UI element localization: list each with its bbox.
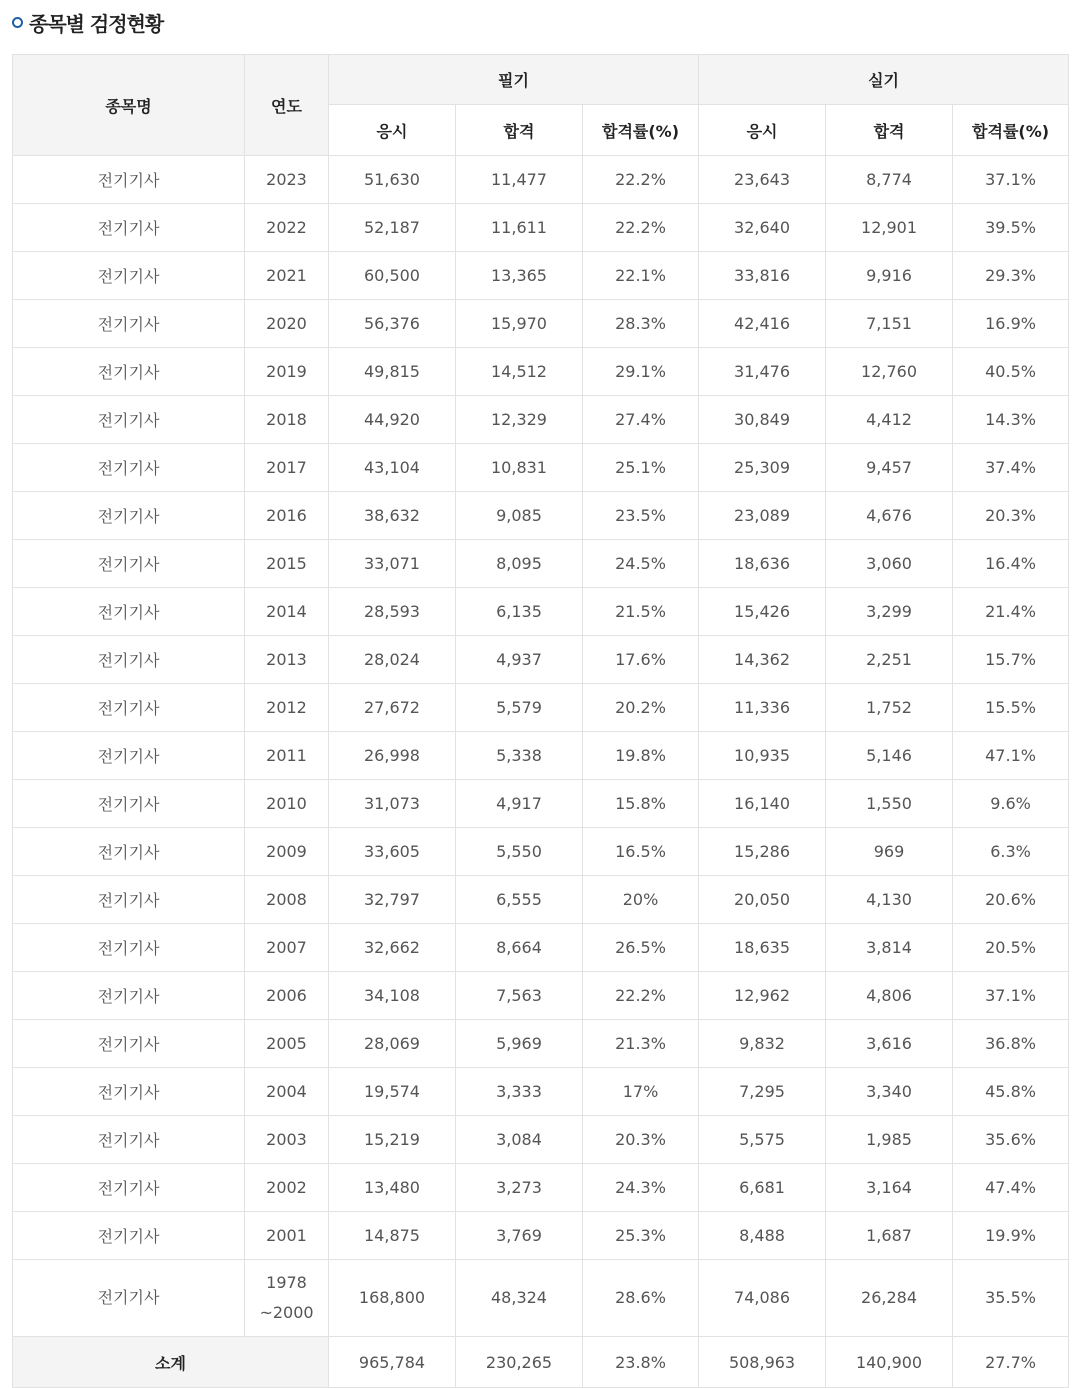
cell-written-applicants: 32,662 bbox=[329, 924, 456, 972]
cell-written-rate: 21.5% bbox=[583, 588, 699, 636]
cell-year: 1978 ~2000 bbox=[245, 1260, 329, 1337]
header-written-applicants: 응시 bbox=[329, 105, 456, 156]
cell-year: 2004 bbox=[245, 1068, 329, 1116]
total-label: 소계 bbox=[13, 1337, 329, 1388]
cell-year: 2021 bbox=[245, 252, 329, 300]
cell-practical-passed: 4,412 bbox=[826, 396, 953, 444]
table-row bbox=[13, 1164, 1069, 1212]
table-row bbox=[13, 1068, 1069, 1116]
cell-practical-passed: 12,901 bbox=[826, 204, 953, 252]
cell-written-rate: 22.2% bbox=[583, 972, 699, 1020]
cell-practical-passed: 9,916 bbox=[826, 252, 953, 300]
cell-practical-applicants: 8,488 bbox=[699, 1212, 826, 1260]
table-row bbox=[13, 1212, 1069, 1260]
table-body bbox=[13, 156, 1069, 1337]
cell-written-applicants: 52,187 bbox=[329, 204, 456, 252]
section-title-text: 종목별 검정현황 bbox=[29, 12, 164, 36]
cell-practical-applicants: 14,362 bbox=[699, 636, 826, 684]
cell-written-passed: 13,365 bbox=[456, 252, 583, 300]
cell-name: 전기기사 bbox=[13, 1068, 245, 1116]
total-cell: 23.8% bbox=[583, 1337, 699, 1388]
header-year: 연도 bbox=[245, 55, 329, 156]
cell-year: 2006 bbox=[245, 972, 329, 1020]
cell-practical-passed: 3,340 bbox=[826, 1068, 953, 1116]
cell-practical-passed: 26,284 bbox=[826, 1260, 953, 1337]
cell-written-passed: 3,273 bbox=[456, 1164, 583, 1212]
total-cell: 27.7% bbox=[953, 1337, 1069, 1388]
cell-year: 2010 bbox=[245, 780, 329, 828]
cell-year: 2019 bbox=[245, 348, 329, 396]
cell-practical-rate: 16.4% bbox=[953, 540, 1069, 588]
cell-year: 2011 bbox=[245, 732, 329, 780]
table-row bbox=[13, 444, 1069, 492]
cell-written-applicants: 32,797 bbox=[329, 876, 456, 924]
cell-written-applicants: 33,071 bbox=[329, 540, 456, 588]
cell-practical-passed: 3,164 bbox=[826, 1164, 953, 1212]
cell-practical-rate: 15.5% bbox=[953, 684, 1069, 732]
total-cell: 508,963 bbox=[699, 1337, 826, 1388]
cell-practical-rate: 37.4% bbox=[953, 444, 1069, 492]
table-row bbox=[13, 348, 1069, 396]
cell-written-applicants: 51,630 bbox=[329, 156, 456, 204]
cell-year: 2012 bbox=[245, 684, 329, 732]
cell-written-rate: 28.6% bbox=[583, 1260, 699, 1337]
table-row bbox=[13, 492, 1069, 540]
cell-year: 2002 bbox=[245, 1164, 329, 1212]
cell-practical-applicants: 16,140 bbox=[699, 780, 826, 828]
cell-practical-rate: 35.6% bbox=[953, 1116, 1069, 1164]
table-row bbox=[13, 636, 1069, 684]
cell-practical-rate: 47.1% bbox=[953, 732, 1069, 780]
cell-practical-passed: 12,760 bbox=[826, 348, 953, 396]
cell-practical-applicants: 12,962 bbox=[699, 972, 826, 1020]
cell-written-passed: 10,831 bbox=[456, 444, 583, 492]
table-row bbox=[13, 876, 1069, 924]
table-row bbox=[13, 780, 1069, 828]
cell-written-rate: 20.3% bbox=[583, 1116, 699, 1164]
cell-practical-passed: 4,806 bbox=[826, 972, 953, 1020]
header-written-passed: 합격 bbox=[456, 105, 583, 156]
cell-written-passed: 8,095 bbox=[456, 540, 583, 588]
table-row bbox=[13, 1020, 1069, 1068]
cell-practical-rate: 29.3% bbox=[953, 252, 1069, 300]
cell-written-rate: 23.5% bbox=[583, 492, 699, 540]
cell-written-applicants: 38,632 bbox=[329, 492, 456, 540]
table-row bbox=[13, 156, 1069, 204]
cell-written-applicants: 28,024 bbox=[329, 636, 456, 684]
cell-name: 전기기사 bbox=[13, 1212, 245, 1260]
cell-written-applicants: 168,800 bbox=[329, 1260, 456, 1337]
cell-practical-applicants: 32,640 bbox=[699, 204, 826, 252]
table-row bbox=[13, 252, 1069, 300]
cell-name: 전기기사 bbox=[13, 1164, 245, 1212]
cell-name: 전기기사 bbox=[13, 204, 245, 252]
cell-written-passed: 7,563 bbox=[456, 972, 583, 1020]
cell-written-rate: 28.3% bbox=[583, 300, 699, 348]
cell-year: 2015 bbox=[245, 540, 329, 588]
cell-practical-rate: 6.3% bbox=[953, 828, 1069, 876]
cell-written-applicants: 44,920 bbox=[329, 396, 456, 444]
table-row bbox=[13, 828, 1069, 876]
table-row bbox=[13, 396, 1069, 444]
cell-written-applicants: 13,480 bbox=[329, 1164, 456, 1212]
cell-practical-rate: 36.8% bbox=[953, 1020, 1069, 1068]
cell-year: 2014 bbox=[245, 588, 329, 636]
cell-practical-applicants: 33,816 bbox=[699, 252, 826, 300]
cell-written-passed: 12,329 bbox=[456, 396, 583, 444]
cell-year: 2016 bbox=[245, 492, 329, 540]
table-row bbox=[13, 204, 1069, 252]
header-written: 필기 bbox=[329, 55, 699, 105]
cell-name: 전기기사 bbox=[13, 828, 245, 876]
header-practical-applicants: 응시 bbox=[699, 105, 826, 156]
cell-written-passed: 11,477 bbox=[456, 156, 583, 204]
cell-year: 2008 bbox=[245, 876, 329, 924]
cell-practical-rate: 20.3% bbox=[953, 492, 1069, 540]
cell-practical-passed: 2,251 bbox=[826, 636, 953, 684]
header-written-rate: 합격률(%) bbox=[583, 105, 699, 156]
cell-practical-rate: 14.3% bbox=[953, 396, 1069, 444]
cell-written-rate: 20% bbox=[583, 876, 699, 924]
cell-year: 2017 bbox=[245, 444, 329, 492]
cell-written-rate: 22.2% bbox=[583, 204, 699, 252]
cell-written-applicants: 34,108 bbox=[329, 972, 456, 1020]
cell-written-rate: 26.5% bbox=[583, 924, 699, 972]
table-row bbox=[13, 924, 1069, 972]
cell-name: 전기기사 bbox=[13, 972, 245, 1020]
cell-name: 전기기사 bbox=[13, 636, 245, 684]
cell-name: 전기기사 bbox=[13, 732, 245, 780]
cell-practical-applicants: 5,575 bbox=[699, 1116, 826, 1164]
cell-written-passed: 5,579 bbox=[456, 684, 583, 732]
total-cell: 230,265 bbox=[456, 1337, 583, 1388]
cell-practical-applicants: 42,416 bbox=[699, 300, 826, 348]
cell-practical-applicants: 18,635 bbox=[699, 924, 826, 972]
cell-practical-applicants: 11,336 bbox=[699, 684, 826, 732]
cell-practical-rate: 16.9% bbox=[953, 300, 1069, 348]
cell-written-rate: 15.8% bbox=[583, 780, 699, 828]
header-practical-rate: 합격률(%) bbox=[953, 105, 1069, 156]
cell-name: 전기기사 bbox=[13, 1260, 245, 1337]
cell-practical-passed: 9,457 bbox=[826, 444, 953, 492]
total-cell: 965,784 bbox=[329, 1337, 456, 1388]
cell-practical-applicants: 15,426 bbox=[699, 588, 826, 636]
cell-written-passed: 5,550 bbox=[456, 828, 583, 876]
cell-practical-passed: 7,151 bbox=[826, 300, 953, 348]
cell-practical-passed: 5,146 bbox=[826, 732, 953, 780]
cell-name: 전기기사 bbox=[13, 444, 245, 492]
cell-practical-rate: 40.5% bbox=[953, 348, 1069, 396]
cell-year: 2003 bbox=[245, 1116, 329, 1164]
cell-written-rate: 20.2% bbox=[583, 684, 699, 732]
cell-year: 2020 bbox=[245, 300, 329, 348]
total-row bbox=[13, 1337, 1069, 1388]
table-row bbox=[13, 540, 1069, 588]
cell-written-applicants: 28,593 bbox=[329, 588, 456, 636]
cell-written-rate: 22.2% bbox=[583, 156, 699, 204]
cell-name: 전기기사 bbox=[13, 300, 245, 348]
cell-name: 전기기사 bbox=[13, 684, 245, 732]
cell-written-applicants: 28,069 bbox=[329, 1020, 456, 1068]
cell-practical-passed: 4,676 bbox=[826, 492, 953, 540]
cell-year: 2005 bbox=[245, 1020, 329, 1068]
cell-year: 2022 bbox=[245, 204, 329, 252]
cell-written-passed: 6,555 bbox=[456, 876, 583, 924]
cell-written-applicants: 15,219 bbox=[329, 1116, 456, 1164]
cell-practical-passed: 969 bbox=[826, 828, 953, 876]
table-row bbox=[13, 1116, 1069, 1164]
cell-name: 전기기사 bbox=[13, 588, 245, 636]
cell-written-rate: 17.6% bbox=[583, 636, 699, 684]
cell-written-rate: 17% bbox=[583, 1068, 699, 1116]
cell-practical-rate: 45.8% bbox=[953, 1068, 1069, 1116]
cell-written-applicants: 33,605 bbox=[329, 828, 456, 876]
cell-written-passed: 4,937 bbox=[456, 636, 583, 684]
cell-practical-rate: 21.4% bbox=[953, 588, 1069, 636]
cell-practical-applicants: 30,849 bbox=[699, 396, 826, 444]
cell-written-passed: 3,769 bbox=[456, 1212, 583, 1260]
cell-written-applicants: 56,376 bbox=[329, 300, 456, 348]
cell-practical-rate: 35.5% bbox=[953, 1260, 1069, 1337]
table-row bbox=[13, 972, 1069, 1020]
cell-practical-applicants: 74,086 bbox=[699, 1260, 826, 1337]
cell-name: 전기기사 bbox=[13, 492, 245, 540]
cell-written-passed: 3,084 bbox=[456, 1116, 583, 1164]
cell-name: 전기기사 bbox=[13, 540, 245, 588]
cell-practical-applicants: 9,832 bbox=[699, 1020, 826, 1068]
cell-practical-applicants: 18,636 bbox=[699, 540, 826, 588]
table-row bbox=[13, 732, 1069, 780]
cell-practical-applicants: 20,050 bbox=[699, 876, 826, 924]
cell-written-passed: 6,135 bbox=[456, 588, 583, 636]
cell-practical-rate: 20.6% bbox=[953, 876, 1069, 924]
cell-practical-passed: 3,814 bbox=[826, 924, 953, 972]
total-cell: 140,900 bbox=[826, 1337, 953, 1388]
cell-written-passed: 8,664 bbox=[456, 924, 583, 972]
cell-written-passed: 15,970 bbox=[456, 300, 583, 348]
cell-written-passed: 3,333 bbox=[456, 1068, 583, 1116]
cell-practical-passed: 1,550 bbox=[826, 780, 953, 828]
cell-written-rate: 25.3% bbox=[583, 1212, 699, 1260]
cell-written-rate: 24.5% bbox=[583, 540, 699, 588]
cell-written-applicants: 49,815 bbox=[329, 348, 456, 396]
cell-name: 전기기사 bbox=[13, 396, 245, 444]
cell-name: 전기기사 bbox=[13, 1020, 245, 1068]
cell-practical-passed: 8,774 bbox=[826, 156, 953, 204]
bullet-icon bbox=[12, 17, 23, 28]
cell-practical-rate: 15.7% bbox=[953, 636, 1069, 684]
cell-practical-applicants: 25,309 bbox=[699, 444, 826, 492]
cell-practical-rate: 47.4% bbox=[953, 1164, 1069, 1212]
table-row bbox=[13, 684, 1069, 732]
cell-year: 2013 bbox=[245, 636, 329, 684]
header-practical: 실기 bbox=[699, 55, 1069, 105]
cell-practical-passed: 3,060 bbox=[826, 540, 953, 588]
cell-practical-rate: 39.5% bbox=[953, 204, 1069, 252]
table-row bbox=[13, 588, 1069, 636]
cell-written-rate: 27.4% bbox=[583, 396, 699, 444]
cell-name: 전기기사 bbox=[13, 348, 245, 396]
cell-name: 전기기사 bbox=[13, 924, 245, 972]
cell-practical-rate: 37.1% bbox=[953, 156, 1069, 204]
cell-written-passed: 9,085 bbox=[456, 492, 583, 540]
cell-written-applicants: 27,672 bbox=[329, 684, 456, 732]
cell-written-rate: 25.1% bbox=[583, 444, 699, 492]
cell-written-applicants: 43,104 bbox=[329, 444, 456, 492]
cell-practical-applicants: 15,286 bbox=[699, 828, 826, 876]
cell-written-rate: 29.1% bbox=[583, 348, 699, 396]
cell-practical-rate: 20.5% bbox=[953, 924, 1069, 972]
cell-practical-passed: 3,299 bbox=[826, 588, 953, 636]
cell-practical-applicants: 7,295 bbox=[699, 1068, 826, 1116]
cell-practical-passed: 3,616 bbox=[826, 1020, 953, 1068]
cell-written-passed: 5,338 bbox=[456, 732, 583, 780]
cell-practical-applicants: 31,476 bbox=[699, 348, 826, 396]
cell-written-rate: 16.5% bbox=[583, 828, 699, 876]
cell-written-rate: 19.8% bbox=[583, 732, 699, 780]
cell-practical-rate: 9.6% bbox=[953, 780, 1069, 828]
cell-year: 2009 bbox=[245, 828, 329, 876]
cell-written-passed: 48,324 bbox=[456, 1260, 583, 1337]
cell-practical-applicants: 23,089 bbox=[699, 492, 826, 540]
cell-name: 전기기사 bbox=[13, 252, 245, 300]
cell-written-applicants: 31,073 bbox=[329, 780, 456, 828]
cell-name: 전기기사 bbox=[13, 156, 245, 204]
cell-practical-applicants: 6,681 bbox=[699, 1164, 826, 1212]
cell-practical-passed: 1,985 bbox=[826, 1116, 953, 1164]
header-name: 종목명 bbox=[13, 55, 245, 156]
cell-practical-rate: 19.9% bbox=[953, 1212, 1069, 1260]
cell-name: 전기기사 bbox=[13, 1116, 245, 1164]
cell-written-passed: 5,969 bbox=[456, 1020, 583, 1068]
cell-practical-passed: 4,130 bbox=[826, 876, 953, 924]
cell-year: 2001 bbox=[245, 1212, 329, 1260]
cell-written-passed: 14,512 bbox=[456, 348, 583, 396]
cell-practical-passed: 1,687 bbox=[826, 1212, 953, 1260]
cell-name: 전기기사 bbox=[13, 876, 245, 924]
cell-written-rate: 24.3% bbox=[583, 1164, 699, 1212]
exam-status-table bbox=[12, 54, 1069, 1388]
cell-written-passed: 4,917 bbox=[456, 780, 583, 828]
cell-written-rate: 22.1% bbox=[583, 252, 699, 300]
table-row bbox=[13, 1260, 1069, 1337]
cell-year: 2018 bbox=[245, 396, 329, 444]
section-title bbox=[12, 8, 163, 37]
cell-written-applicants: 19,574 bbox=[329, 1068, 456, 1116]
cell-name: 전기기사 bbox=[13, 780, 245, 828]
cell-written-passed: 11,611 bbox=[456, 204, 583, 252]
cell-year: 2023 bbox=[245, 156, 329, 204]
cell-written-applicants: 26,998 bbox=[329, 732, 456, 780]
cell-practical-applicants: 10,935 bbox=[699, 732, 826, 780]
cell-written-applicants: 60,500 bbox=[329, 252, 456, 300]
cell-written-rate: 21.3% bbox=[583, 1020, 699, 1068]
cell-practical-passed: 1,752 bbox=[826, 684, 953, 732]
table-row bbox=[13, 300, 1069, 348]
header-practical-passed: 합격 bbox=[826, 105, 953, 156]
cell-practical-applicants: 23,643 bbox=[699, 156, 826, 204]
cell-practical-rate: 37.1% bbox=[953, 972, 1069, 1020]
cell-year: 2007 bbox=[245, 924, 329, 972]
cell-written-applicants: 14,875 bbox=[329, 1212, 456, 1260]
